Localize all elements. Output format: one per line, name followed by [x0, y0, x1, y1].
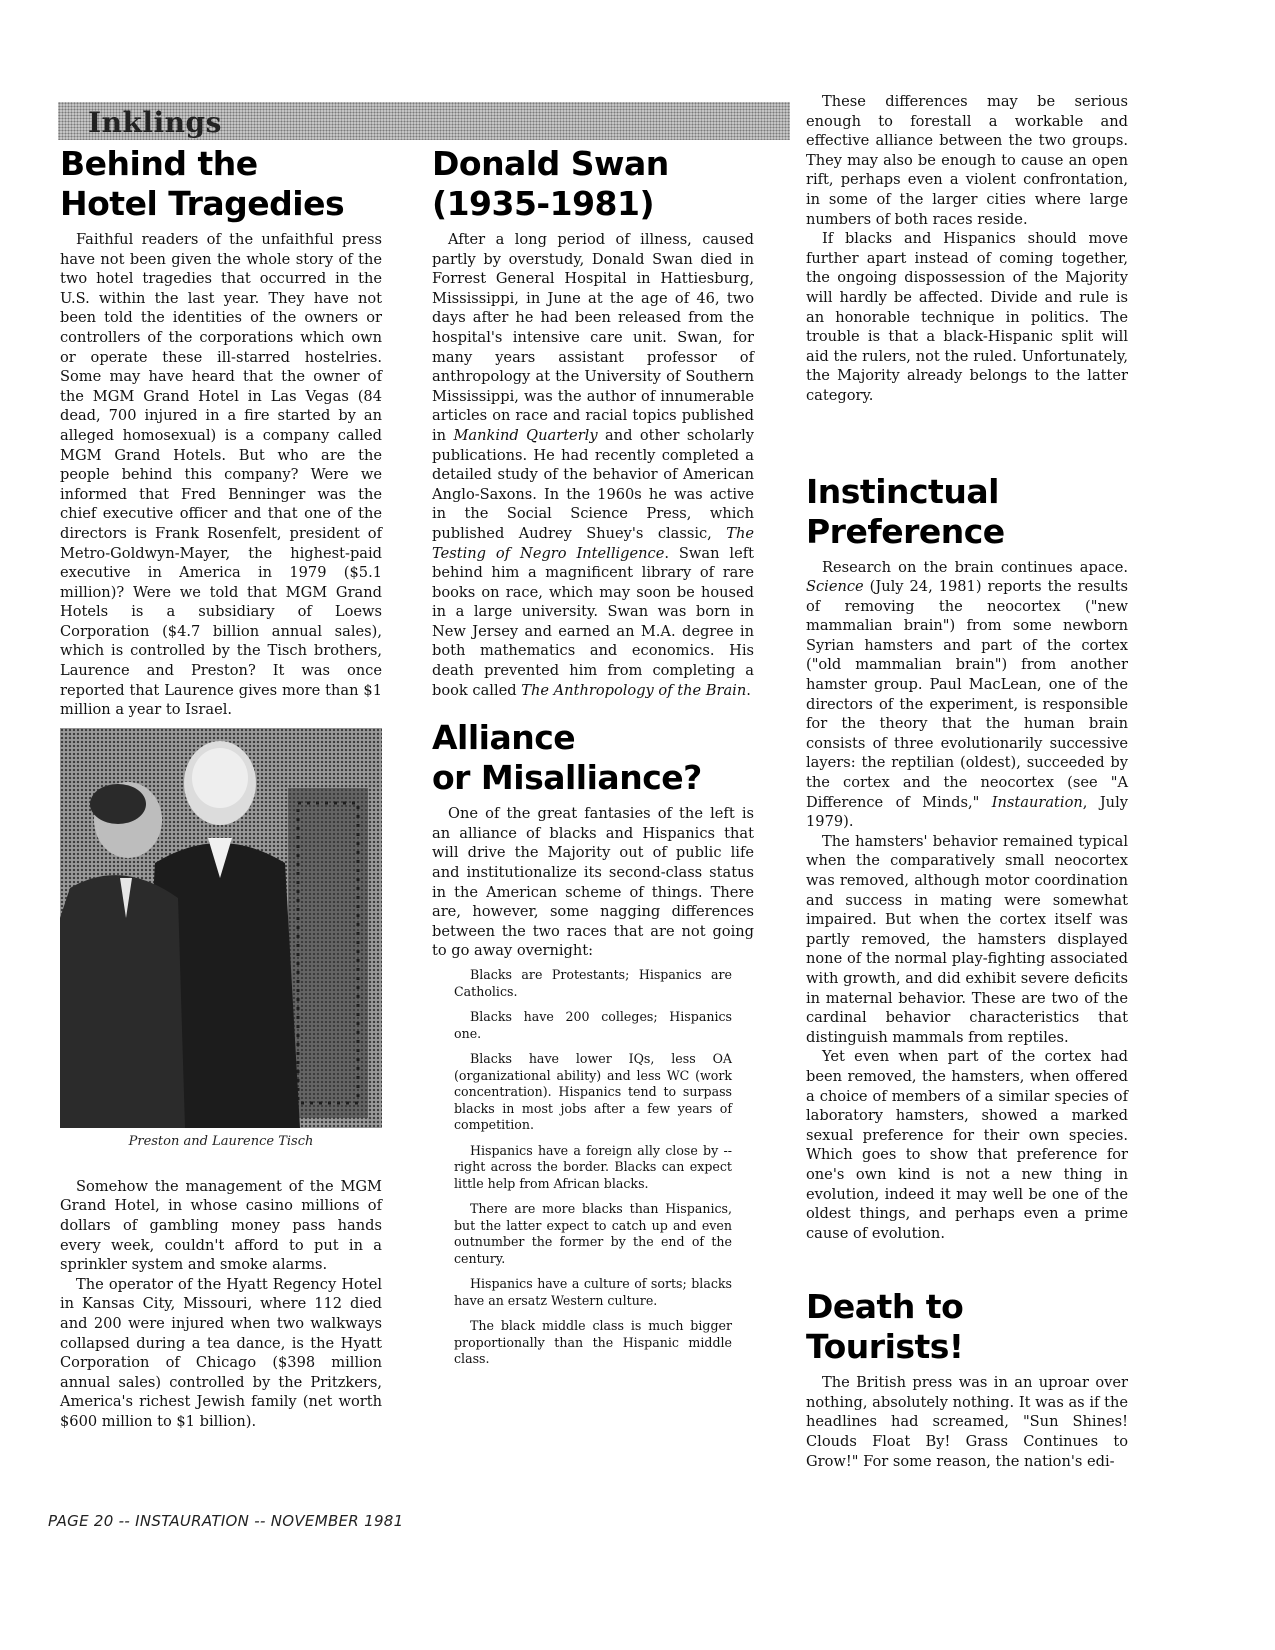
list-item: The black middle class is much bigger proportionally than the Hispanic middle class.: [454, 1318, 732, 1366]
article-alliance-continued: [806, 92, 1128, 406]
list-item: There are more blacks than Hispanics, but the latter expect to catch up and even outnumber the former by the end of the century.: [454, 1201, 732, 1266]
article-title: Instinctual Preference: [806, 471, 1005, 551]
article-paragraph: Faithful readers of the unfaithful press have not been given the whole story of the two hotel tragedies that occurred in the U.S. within the last year. They have not been told the identities of the owners or controllers of the corporations which own or operate these ill-starred hostelries. Some may have heard that the owner of the MGM Grand Hotel in Las Vegas (84 dead, 700 injured in a fire started by an alleged homosexual) is a company called MGM Grand Hotels. But who are the people behind this company? Were we informed that Fred Benninger was the chief executive officer and that one of the directors is Frank Rosenfelt, president of Metro-Goldwyn-Mayer, the highest-paid executive in America in 1979 ($5.1 million)? Were we told that MGM Grand Hotels is a subsidiary of Loews Corporation ($4.7 billion annual sales), which is controlled by the Tisch brothers, Laurence and Preston? It was once reported that Laurence gives more than $1 million a year to Israel.: [60, 231, 382, 719]
article-donald-swan: [432, 144, 754, 700]
photo-illustration: [60, 728, 382, 1128]
list-item: Blacks have 200 colleges; Hispanics one.: [454, 1009, 732, 1041]
section-banner-label: Inklings: [88, 106, 222, 139]
differences-list: [432, 961, 754, 1368]
column-2: [432, 144, 754, 1377]
column-3: [806, 92, 1128, 1471]
article-title: Alliance or Misalliance?: [432, 718, 702, 798]
article-title: Death to Tourists!: [806, 1287, 964, 1367]
list-item: Blacks have lower IQs, less OA (organizational ability) and less WC (work concentration). Hispanics tend to surpass blacks in most jobs after a few years of competition.: [454, 1051, 732, 1132]
article-alliance: [432, 718, 754, 1367]
article-title: Behind the Hotel Tragedies: [60, 144, 345, 223]
photo-caption: Preston and Laurence Tisch: [128, 1133, 314, 1149]
column-1: [60, 144, 382, 1432]
article-paragraph: Yet even when part of the cortex had been removed, the hamsters, when offered a choice of members of a similar species of laboratory hamsters, showed a marked sexual preference for their own species. Which goes to show that preference for one's own kind is not a new thing in evolution, indeed it may well be one of the oldest things, and perhaps even a prime cause of evolution.: [806, 1048, 1128, 1242]
article-paragraph: If blacks and Hispanics should move further apart instead of coming together, the ongoing dispossession of the Majority will hardly be affected. Divide and rule is an honorable technique in politics. The trouble is that a black-Hispanic split will aid the rulers, not the ruled. Unfortunately, the Majority already belongs to the latter category.: [806, 230, 1128, 404]
article-paragraph: These differences may be serious enough to forestall a workable and effective alliance between the two groups. They may also be enough to cause an open rift, perhaps even a violent confrontation, in some of the larger cities where large numbers of both races reside.: [806, 93, 1128, 228]
article-paragraph: Research on the brain continues apace. Science (July 24, 1981) reports the results of removing the neocortex ("new mammalian brain") from some newborn Syrian hamsters and part of the cortex ("old mammalian brain") from another hamster group. Paul MacLean, one of the directors of the experiment, is responsible for the theory that the human brain consists of three evolutionarily successive layers: the reptilian (oldest), succeeded by the cortex and the neocortex (see "A Difference of Minds," Instauration, July 1979).: [806, 558, 1128, 831]
article-death-to-tourists: [806, 1287, 1128, 1471]
article-hotel-tragedies: [60, 144, 382, 1432]
photo-tisch-brothers: [60, 728, 382, 1128]
section-banner: [58, 102, 790, 140]
list-item: Blacks are Protestants; Hispanics are Catholics.: [454, 967, 732, 999]
page-footer: PAGE 20 -- INSTAURATION -- NOVEMBER 1981: [48, 1512, 404, 1530]
article-title: Donald Swan (1935-1981): [432, 144, 669, 223]
article-paragraph: The hamsters' behavior remained typical when the comparatively small neocortex was removed, although motor coordination and success in mating were somewhat impaired. But when the cortex itself was partly removed, the hamsters displayed none of the normal play-fighting associated with growth, and did exhibit severe deficits in maternal behavior. These are two of the cardinal behavior characteristics that distinguish mammals from reptiles.: [806, 832, 1128, 1046]
article-paragraph: After a long period of illness, caused partly by overstudy, Donald Swan died in Forrest General Hospital in Hattiesburg, Mississippi, in June at the age of 46, two days after he had been released from the hospital's intensive care unit. Swan, for many years assistant professor of anthropology at the University of Southern Mississippi, was the author of innumerable articles on race and racial topics published in Mankind Quarterly and other scholarly publications. He had recently completed a detailed study of the behavior of American Anglo-Saxons. In the 1960s he was active in the Social Science Press, which published Audrey Shuey's classic, The Testing of Negro Intelligence. Swan left behind him a magnificent library of rare books on race, which may soon be housed in a large university. Swan was born in New Jersey and earned an M.A. degree in both mathematics and economics. His death prevented him from completing a book called The Anthropology of the Brain.: [432, 231, 755, 699]
article-instinctual-preference: [806, 472, 1128, 1244]
article-paragraph: Somehow the management of the MGM Grand Hotel, in whose casino millions of dollars of gambling money pass hands every week, couldn't afford to put in a sprinkler system and smoke alarms.: [60, 1177, 382, 1274]
article-paragraph: One of the great fantasies of the left is an alliance of blacks and Hispanics that will drive the Majority out of public life and institutionalize its second-class status in the American scheme of things. There are, however, some nagging differences between the two races that are not going to go away overnight:: [432, 805, 754, 960]
article-paragraph: The British press was in an uproar over nothing, absolutely nothing. It was as if the headlines had screamed, "Sun Shines! Clouds Float By! Grass Continues to Grow!" For some reason, the nation's edi-: [806, 1374, 1128, 1470]
list-item: Hispanics have a foreign ally close by -- right across the border. Blacks can expect little help from African blacks.: [454, 1142, 732, 1191]
list-item: Hispanics have a culture of sorts; blacks have an ersatz Western culture.: [454, 1276, 732, 1308]
article-paragraph: The operator of the Hyatt Regency Hotel in Kansas City, Missouri, where 112 died and 200 were injured when two walkways collapsed during a tea dance, is the Hyatt Corporation of Chicago ($398 million annual sales) controlled by the Pritzkers, America's richest Jewish family (net worth $600 million to $1 billion).: [60, 1275, 382, 1430]
